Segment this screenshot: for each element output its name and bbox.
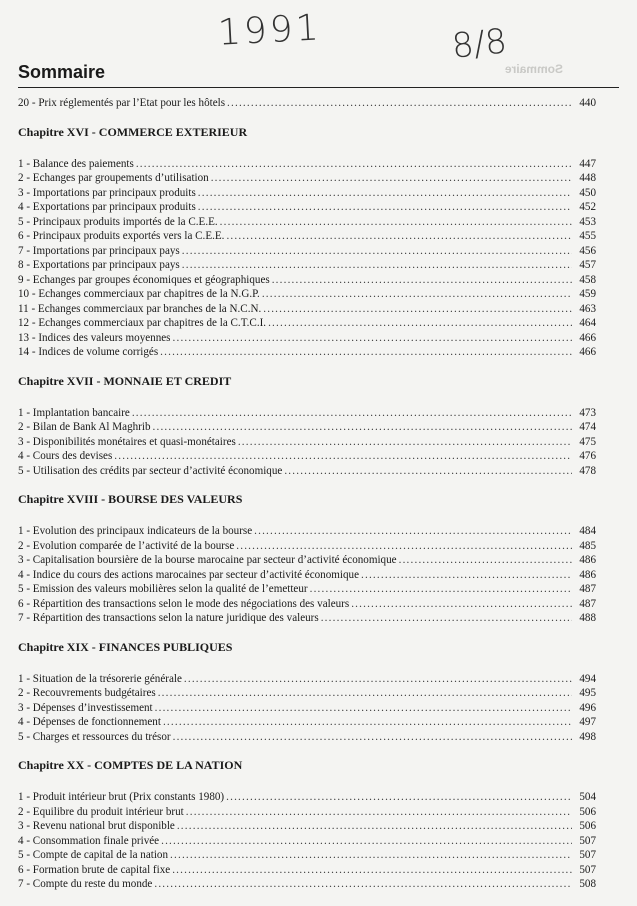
toc-entry <box>18 200 596 215</box>
toc-entry-label: 2 - Echanges par groupements d’utilisation <box>18 172 209 184</box>
toc-entry <box>18 834 596 849</box>
toc-entry-page: 464 <box>579 317 596 329</box>
toc-entry <box>18 582 596 597</box>
dot-leader <box>177 819 572 834</box>
toc-entry-page: 487 <box>579 583 596 595</box>
dot-leader <box>236 539 572 554</box>
toc-entry <box>18 316 596 331</box>
toc-entry <box>18 171 596 186</box>
toc-entry-label: 6 - Principaux produits exportés vers la C.E.E. <box>18 230 225 242</box>
dot-leader <box>114 449 572 464</box>
toc-entry-page: 448 <box>579 172 596 184</box>
toc-entry <box>18 420 596 435</box>
toc-entry <box>18 331 596 346</box>
toc-entry-label: 3 - Capitalisation boursière de la bourse marocaine par secteur d’activité économique <box>18 554 397 566</box>
toc-section <box>18 640 596 745</box>
dot-leader <box>254 524 572 539</box>
chapter-heading: Chapitre XVI - COMMERCE EXTERIEUR <box>18 124 248 139</box>
toc-entry-label: 2 - Equilibre du produit intérieur brut <box>18 805 184 818</box>
toc-entry-label: 4 - Consommation finale privée <box>18 834 160 847</box>
toc-entry-label: 3 - Revenu national brut disponible <box>18 820 175 832</box>
toc-entry-page: 452 <box>579 201 596 213</box>
toc-entry-page: 484 <box>579 525 596 537</box>
toc-entry <box>18 449 596 464</box>
dot-leader <box>268 316 572 331</box>
toc-entry <box>18 229 596 244</box>
toc-section <box>18 125 596 360</box>
toc-entry <box>18 730 596 745</box>
toc-section <box>18 374 596 479</box>
toc-entry-label: 9 - Echanges par groupes économiques et géographiques <box>18 273 270 286</box>
toc-entry-label: 4 - Indice du cours des actions marocaines par secteur d’activité économique <box>18 568 359 581</box>
toc-entry-label: 5 - Compte de capital de la nation <box>18 849 169 861</box>
toc-entry-label: 13 - Indices des valeurs moyennes <box>18 331 171 344</box>
toc-entry <box>18 672 596 687</box>
toc-entry <box>18 790 596 805</box>
toc-entry-page: 459 <box>579 288 596 300</box>
toc-entry-label: 5 - Charges et ressources du trésor <box>18 730 171 743</box>
chapter-heading: Chapitre XIX - FINANCES PUBLIQUES <box>18 639 233 654</box>
dot-leader <box>211 171 572 186</box>
dot-leader <box>186 805 572 820</box>
toc-entry <box>18 863 596 878</box>
dot-leader <box>198 200 572 215</box>
toc-section <box>18 96 596 111</box>
toc-entry-page: 495 <box>579 687 596 699</box>
toc-entry <box>18 686 596 701</box>
toc-entry <box>18 258 596 273</box>
bleed-through-text: Sommaire <box>505 62 564 76</box>
toc-entry-label: 1 - Produit intérieur brut (Prix constants 1980) <box>18 791 225 803</box>
toc-entry <box>18 539 596 554</box>
toc-entry <box>18 568 596 583</box>
toc-entry-page: 494 <box>579 672 596 685</box>
toc-entry-page: 455 <box>579 230 596 242</box>
toc-entry-label: 1 - Evolution des principaux indicateurs de la bourse <box>18 525 253 537</box>
toc-entry-label: 2 - Evolution comparée de l’activité de la bourse <box>18 539 235 552</box>
title-divider <box>18 87 619 88</box>
toc-entry <box>18 244 596 259</box>
dot-leader <box>173 331 573 346</box>
dot-leader <box>153 420 573 435</box>
page-title: Sommaire <box>18 62 106 82</box>
toc-entry-label: 1 - Implantation bancaire <box>18 406 130 419</box>
dot-leader <box>351 597 572 612</box>
dot-leader <box>155 701 572 716</box>
toc-entry-page: 504 <box>579 791 596 803</box>
dot-leader <box>226 790 572 805</box>
dot-leader <box>163 715 572 730</box>
toc-entry-page: 507 <box>579 863 596 876</box>
toc-entry <box>18 302 596 317</box>
toc-entry <box>18 157 596 172</box>
toc-entry-label: 11 - Echanges commerciaux par branches de la N.C.N. <box>18 302 262 315</box>
dot-leader <box>158 686 572 701</box>
dot-leader <box>238 435 572 450</box>
toc-section <box>18 492 596 626</box>
handwritten-page-number: 8/8 <box>450 21 509 67</box>
toc-entry-label: 3 - Dépenses d’investissement <box>18 701 153 714</box>
toc-entry-label: 14 - Indices de volume corrigés <box>18 346 159 358</box>
toc-entry <box>18 715 596 730</box>
toc-entry-label: 2 - Recouvrements budgétaires <box>18 687 156 699</box>
toc-entry <box>18 611 596 626</box>
dot-leader <box>154 877 572 892</box>
dot-leader <box>184 672 572 687</box>
toc-entry <box>18 524 596 539</box>
toc-entry-label: 12 - Echanges commerciaux par chapitres de la C.T.C.I. <box>18 317 267 329</box>
toc-entry-page: 466 <box>579 331 596 344</box>
dot-leader <box>321 611 572 626</box>
handwritten-year: 1991 <box>216 7 323 54</box>
toc-entry <box>18 877 596 892</box>
toc-entry-page: 476 <box>579 450 596 462</box>
chapter-heading: Chapitre XX - COMPTES DE LA NATION <box>18 758 243 772</box>
toc-entry-page: 440 <box>579 97 596 109</box>
toc-entry-label: 8 - Exportations par principaux pays <box>18 259 180 271</box>
dot-leader <box>173 730 572 745</box>
dot-leader <box>263 302 572 317</box>
toc-entry-label: 3 - Importations par principaux produits <box>18 186 196 199</box>
toc-entry <box>18 464 596 479</box>
toc-entry-page: 478 <box>579 464 596 477</box>
toc-entry <box>18 273 596 288</box>
toc-entry-page: 466 <box>579 346 596 358</box>
toc-entry-label: 5 - Utilisation des crédits par secteur d’activité économique <box>18 464 283 477</box>
toc-entry <box>18 848 596 863</box>
toc-entry-page: 497 <box>579 716 596 728</box>
toc-entry-label: 7 - Importations par principaux pays <box>18 244 180 257</box>
toc-entry-page: 474 <box>579 421 596 433</box>
toc-entry <box>18 345 596 360</box>
chapter-heading: Chapitre XVII - MONNAIE ET CREDIT <box>18 373 232 388</box>
toc-entry-page: 485 <box>579 539 596 552</box>
toc-entry-page: 507 <box>579 849 596 861</box>
toc-entry-label: 20 - Prix réglementés par l’Etat pour les hôtels <box>18 97 226 109</box>
dot-leader <box>310 582 572 597</box>
dot-leader <box>220 215 572 230</box>
toc-entry-page: 453 <box>579 215 596 228</box>
toc-entry-page: 507 <box>579 834 596 847</box>
toc-entry <box>18 819 596 834</box>
toc-section <box>18 758 596 892</box>
dot-leader <box>170 848 572 863</box>
toc-entry-label: 1 - Situation de la trésorerie générale <box>18 672 182 685</box>
toc-entry <box>18 406 596 421</box>
toc-entry-label: 3 - Disponibilités monétaires et quasi-monétaires <box>18 435 236 448</box>
toc-entry-page: 463 <box>579 302 596 315</box>
toc-entry <box>18 597 596 612</box>
toc-entry <box>18 435 596 450</box>
toc-entry-label: 1 - Balance des paiements <box>18 157 134 170</box>
toc-entry-page: 447 <box>579 157 596 170</box>
dot-leader <box>227 96 572 111</box>
dot-leader <box>182 258 572 273</box>
toc-entry-label: 10 - Echanges commerciaux par chapitres de la N.G.P. <box>18 288 260 300</box>
toc-entry <box>18 287 596 302</box>
toc-entry <box>18 701 596 716</box>
toc-entry <box>18 805 596 820</box>
toc-entry <box>18 96 596 111</box>
dot-leader <box>160 345 572 360</box>
toc-entry-page: 450 <box>579 186 596 199</box>
toc-entry-page: 457 <box>579 259 596 271</box>
dot-leader <box>132 406 572 421</box>
dot-leader <box>172 863 572 878</box>
toc-entry-page: 498 <box>579 730 596 743</box>
toc-entry-page: 486 <box>579 568 596 581</box>
toc-entry-page: 508 <box>579 878 596 890</box>
dot-leader <box>198 186 572 201</box>
dot-leader <box>182 244 572 259</box>
toc-entry-label: 5 - Emission des valeurs mobilières selon la qualité de l’emetteur <box>18 583 308 595</box>
dot-leader <box>226 229 572 244</box>
dot-leader <box>399 553 572 568</box>
toc-entry-label: 6 - Formation brute de capital fixe <box>18 863 171 876</box>
dot-leader <box>284 464 572 479</box>
toc-entry-page: 506 <box>579 805 596 818</box>
toc-entry-label: 4 - Cours des devises <box>18 450 113 462</box>
toc-entry <box>18 186 596 201</box>
dot-leader <box>161 834 572 849</box>
chapter-heading: Chapitre XVIII - BOURSE DES VALEURS <box>18 492 243 506</box>
toc-entry-label: 4 - Dépenses de fonctionnement <box>18 716 161 728</box>
toc-entry-page: 496 <box>579 701 596 714</box>
toc-entry-label: 4 - Exportations par principaux produits <box>18 201 196 213</box>
toc-entry-label: 7 - Compte du reste du monde <box>18 878 153 890</box>
toc-entry-page: 475 <box>579 435 596 448</box>
dot-leader <box>262 287 572 302</box>
toc-entry-page: 486 <box>579 554 596 566</box>
toc-entry-page: 456 <box>579 244 596 257</box>
toc-entry-page: 487 <box>579 597 596 610</box>
dot-leader <box>272 273 572 288</box>
toc-entry-page: 473 <box>579 406 596 419</box>
toc-entry-page: 458 <box>579 273 596 286</box>
toc-entry-label: 5 - Principaux produits importés de la C.E.E. <box>18 215 218 228</box>
toc-entry-page: 506 <box>579 820 596 832</box>
toc-entry <box>18 215 596 230</box>
toc-entry-page: 488 <box>579 612 596 624</box>
toc-entry <box>18 553 596 568</box>
toc-entry-label: 7 - Répartition des transactions selon la nature juridique des valeurs <box>18 612 319 624</box>
dot-leader <box>361 568 572 583</box>
toc-entry-label: 2 - Bilan de Bank Al Maghrib <box>18 421 151 433</box>
table-of-contents <box>18 96 596 906</box>
dot-leader <box>136 157 572 172</box>
toc-entry-label: 6 - Répartition des transactions selon le mode des négociations des valeurs <box>18 597 350 610</box>
